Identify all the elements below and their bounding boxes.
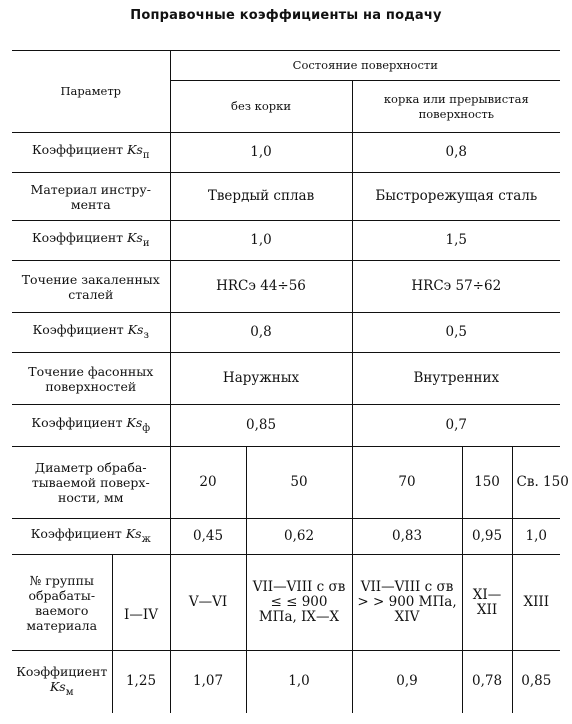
value-cell: 0,7 [352, 405, 560, 447]
surface-state-header: Состояние поверхности [170, 51, 560, 81]
value-cell: VII—VIII с σв ≤ ≤ 900 МПа, IX—X [246, 555, 352, 651]
crust-header: корка или прерывистая поверхность [352, 81, 560, 133]
value-cell: 150 [462, 447, 512, 519]
table-row [12, 133, 560, 173]
table-row [12, 173, 560, 221]
coef-label-tool: Коэффициент $Ks_и$ [12, 221, 170, 261]
table-row [12, 651, 560, 713]
coef-label-surface: Коэффициент $Ks_п$ [12, 133, 170, 173]
value-cell: 0,62 [246, 519, 352, 555]
value-cell: 0,5 [352, 313, 560, 353]
table-title: Поправочные коэффициенты на подачу [130, 8, 442, 23]
value-cell: Твердый сплав [170, 173, 352, 221]
table-row [12, 353, 560, 405]
value-cell: 0,85 [170, 405, 352, 447]
value-cell: 50 [246, 447, 352, 519]
feed-correction-table [12, 50, 569, 713]
param-header: Параметр [12, 51, 170, 133]
coef-label-hardened: Коэффициент $Ks_з$ [12, 313, 170, 353]
no-crust-header: без корки [170, 81, 352, 133]
value-cell: 1,07 [170, 651, 246, 713]
table-row [12, 519, 560, 555]
table-row [12, 261, 560, 313]
value-cell: 1,0 [512, 519, 560, 555]
value-cell: Внутренних [352, 353, 560, 405]
value-cell: 1,0 [170, 221, 352, 261]
value-cell: 1,5 [352, 221, 560, 261]
value-cell: XIII [512, 555, 560, 651]
table-row [12, 313, 560, 353]
value-cell: 1,0 [170, 133, 352, 173]
value-cell: VII—VIII с σв > > 900 МПа, XIV [352, 555, 462, 651]
param-shaped-surface: Точение фасонных поверхностей [12, 353, 170, 405]
table-row [12, 221, 560, 261]
coef-label-diameter: Коэффициент $Ks_ж$ [12, 519, 170, 555]
value-cell: 20 [170, 447, 246, 519]
coef-label-material: Коэффициент $Ks_м$ [12, 651, 112, 713]
header-row [12, 51, 560, 81]
value-cell: 0,9 [352, 651, 462, 713]
param-diameter: Диаметр обрабатываемой поверхности, мм [12, 447, 170, 519]
value-cell: Быстрорежущая сталь [352, 173, 560, 221]
table-row [12, 447, 560, 519]
value-cell: HRCэ 57÷62 [352, 261, 560, 313]
value-cell: XI—XII [462, 555, 512, 651]
value-cell: 1,25 [112, 651, 170, 713]
value-cell: V—VI [170, 555, 246, 651]
value-cell: 0,8 [170, 313, 352, 353]
table-row [12, 405, 560, 447]
value-cell: 0,8 [352, 133, 560, 173]
param-hardened-steel: Точение закаленных сталей [12, 261, 170, 313]
value-cell: 1,0 [246, 651, 352, 713]
value-cell: HRCэ 44÷56 [170, 261, 352, 313]
param-material-group: № группы обрабатываемого материала [12, 555, 112, 651]
value-cell: 0,85 [512, 651, 560, 713]
value-cell: 0,78 [462, 651, 512, 713]
value-cell: 0,83 [352, 519, 462, 555]
value-cell: 0,95 [462, 519, 512, 555]
table-row [12, 555, 560, 651]
param-tool-material: Материал инструмента [12, 173, 170, 221]
value-cell: Св. 150 [512, 447, 560, 519]
coef-label-shaped: Коэффициент $Ks_ф$ [12, 405, 170, 447]
value-cell: 70 [352, 447, 462, 519]
value-cell: I—IV [112, 555, 170, 651]
value-cell: Наружных [170, 353, 352, 405]
value-cell: 0,45 [170, 519, 246, 555]
